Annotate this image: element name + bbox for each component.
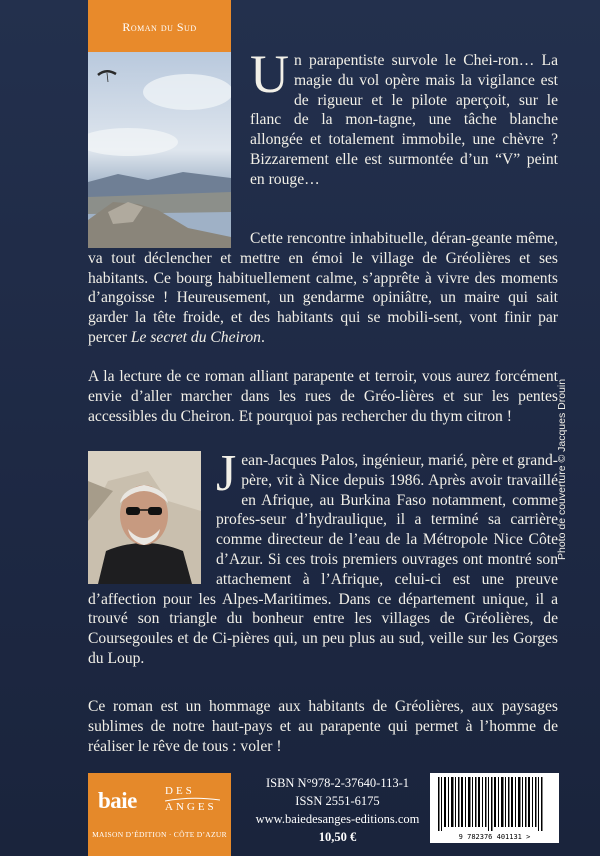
author-bio-dropcap: J (216, 445, 237, 502)
publisher-logo-box (88, 773, 231, 856)
website-text: www.baiedesanges-editions.com (255, 812, 420, 826)
author-bio-paragraph-1 (88, 445, 558, 669)
blurb-paragraph-2 (88, 229, 558, 348)
publisher-logo-anges: ANGES (165, 801, 217, 813)
blurb-intro (250, 44, 558, 190)
publisher-logo-des: DES (165, 785, 195, 797)
blurb-paragraph-3: A la lecture de ce roman alliant parapente et terroir, vous aurez forcément envie d’aller marcher dans les rues de Gréo-lières et sur les pentes accessibles du Cheiron. Et pourquoi pas rechercher du thym citron ! (88, 368, 558, 425)
blurb-dropcap: U (250, 44, 289, 104)
paraglider-landscape-image (88, 52, 231, 248)
blurb-paragraph-2-end: . (260, 328, 265, 346)
barcode-bars-icon (430, 773, 559, 833)
publisher-logo-swoosh-icon (165, 797, 220, 803)
author-photo-spacer (88, 451, 216, 585)
price-text: 10,50 € (318, 830, 357, 844)
photo-credit: Photo de couverture © Jacques Drouin (556, 378, 568, 560)
author-bio-paragraph-2: Ce roman est un hommage aux habitants de Gréolières, aux paysages sublimes de notre haut-pays et au parapente qui permet à l’homme de réaliser le rêve de tous : voler ! (88, 698, 558, 755)
issn-text: ISSN 2551-6175 (295, 794, 380, 808)
cover-photo-paraglider (88, 52, 231, 248)
isbn-text: ISBN N°978-2-37640-113-1 (265, 776, 410, 790)
publisher-tagline: MAISON D’ÉDITION · CÔTE D’AZUR (92, 830, 227, 839)
barcode-number: 9 782376 401131 > (458, 833, 531, 841)
author-bio-text: ean-Jacques Palos, ingénieur, marié, père et grand-père, vit à Nice depuis 1986. Après avoir travaillé en Afrique, au Burkina Faso notamment, comme profes-seur d’hydraulique, il a terminé sa carrière comme directeur de l’eau de la Métropole Nice Côte d’Azur. Si ces trois premiers ouvrages ont montré son attachement à l’Afrique, celui-ci est une preuve d’affection pour les Alpes-Maritimes. Dans ce département unique, il a trouvé son triangle du bonheur entre les villages de Gréolières, de Coursegoules et de Ci-pières qui, un peu plus au sud, veille sur les Gorges du Loup. (88, 452, 558, 667)
book-title-italic: Le secret du Cheiron (130, 328, 261, 346)
publisher-logo-main: baie (98, 788, 137, 813)
series-label: Roman du Sud (122, 20, 197, 34)
blurb-paragraph-1: n parapentiste survole le Chei-ron… La magie du vol opère mais la vigilance est de rigueur et le pilote aperçoit, sur le flanc de la mon-tagne, une tâche blanche allongée et totalement immobile, une chèvre ? Bizzarement elle est surmontée d’un “V” peint en rouge… (250, 52, 558, 188)
blurb-paragraph-2-text: Cette rencontre inhabituelle, déran-geante même, va tout déclencher et mettre en émoi le village de Gréolières et ses habitants. Ce bourg habituellement calme, s’apprête à vivre des moments d’angoisse ! Heureusement, un gendarme opiniâtre, un maire qui sait garder la tête froide, et des habitants qui se mobili-sent, vont finir par percer (88, 230, 558, 346)
